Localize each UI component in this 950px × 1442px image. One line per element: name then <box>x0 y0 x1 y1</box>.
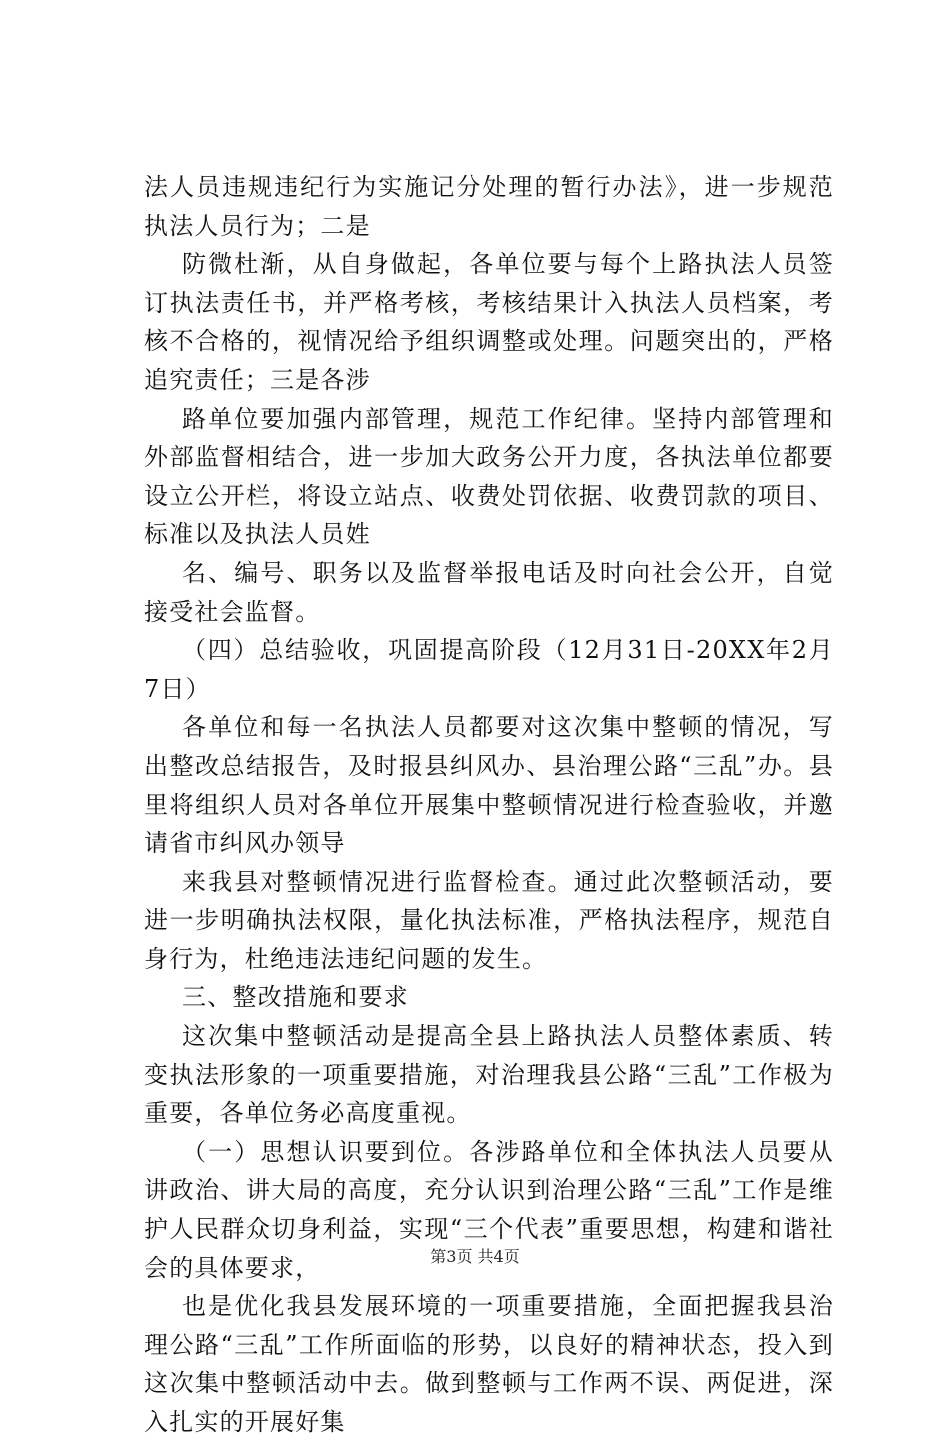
page-footer: 第3页 共4页 <box>430 1247 520 1266</box>
section-heading-phase-4: （四）总结验收，巩固提高阶段（12月31日-20XX年2月7日） <box>144 636 834 703</box>
paragraph-7: 来我县对整顿情况进行监督检查。通过此次整顿活动，要进一步明确执法权限，量化执法标准，严格执法程序，规范自身行为，杜绝违法违纪问题的发生。 <box>144 867 834 973</box>
paragraph-11: 也是优化我县发展环境的一项重要措施，全面把握我县治理公路“三乱”工作所面临的形势，以良好的精神状态，投入到这次集中整顿活动中去。做到整顿与工作两不误、两促进，深入扎实的开展好集 <box>144 1292 834 1436</box>
paragraph-3: 路单位要加强内部管理，规范工作纪律。坚持内部管理和外部监督相结合，进一步加大政务公开力度，各执法单位都要设立公开栏，将设立站点、收费处罚依据、收费罚款的项目、标准以及执法人员姓 <box>144 404 834 549</box>
paragraph-10: （一）思想认识要到位。各涉路单位和全体执法人员要从讲政治、讲大局的高度，充分认识到治理公路“三乱”工作是维护人民群众切身利益，实现“三个代表”重要思想，构建和谐社会的具体要求， <box>144 1137 834 1282</box>
paragraph-2: 防微杜渐，从自身做起，各单位要与每个上路执法人员签订执法责任书，并严格考核，考核结果计入执法人员档案，考核不合格的，视情况给予组织调整或处理。问题突出的，严格追究责任；三是各涉 <box>144 250 834 394</box>
paragraph-6: 各单位和每一名执法人员都要对这次集中整顿的情况，写出整改总结报告，及时报县纠风办、县治理公路“三乱”办。县里将组织人员对各单位开展集中整顿情况进行检查验收，并邀请省市纠风办领导 <box>144 713 834 858</box>
paragraph-1: 法人员违规违纪行为实施记分处理的暂行办法》，进一步规范执法人员行为；二是 <box>144 173 834 240</box>
paragraph-9: 这次集中整顿活动是提高全县上路执法人员整体素质、转变执法形象的一项重要措施，对治理我县公路“三乱”工作极为重要，各单位务必高度重视。 <box>144 1022 834 1128</box>
paragraph-4: 名、编号、职务以及监督举报电话及时向社会公开，自觉接受社会监督。 <box>144 558 834 626</box>
section-heading-3: 三、整改措施和要求 <box>182 983 409 1012</box>
